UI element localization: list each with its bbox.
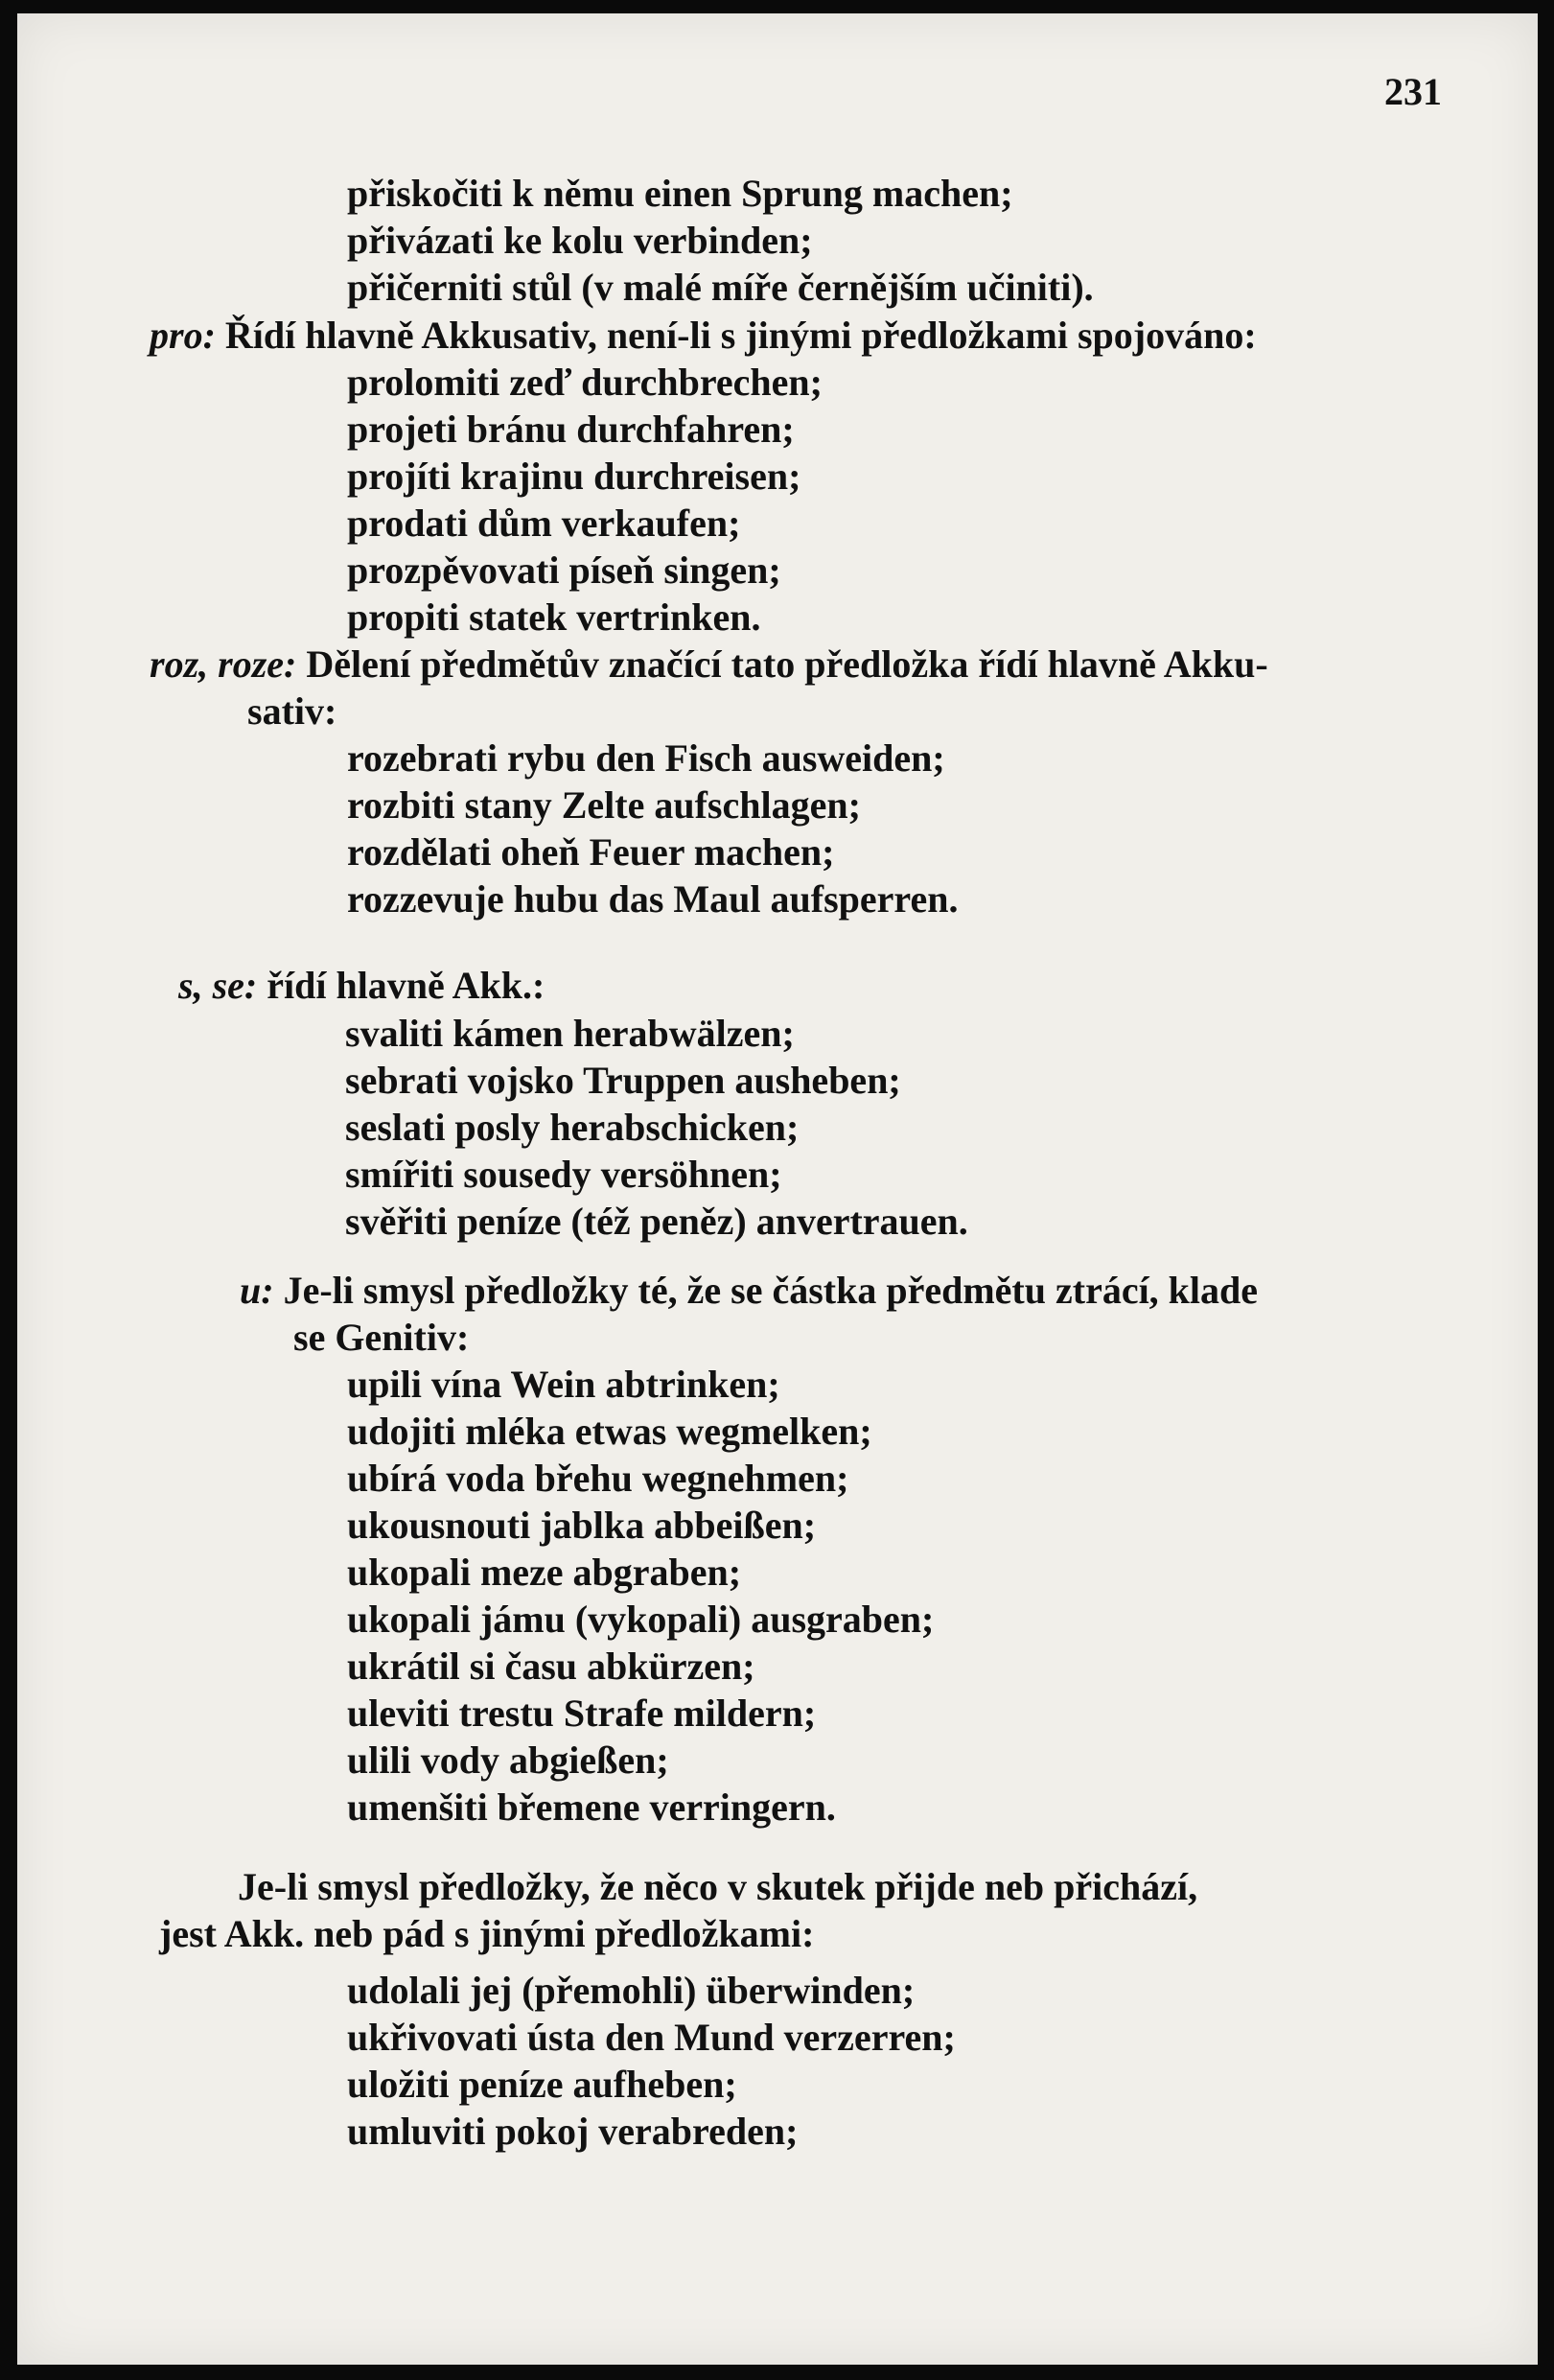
czech-text: přiskočiti k němu [347, 172, 636, 215]
text-line [345, 1011, 795, 1057]
text-line [345, 1199, 968, 1245]
german-gloss: abgraben; [572, 1551, 742, 1594]
czech-text: uleviti trestu [347, 1692, 554, 1735]
prefix-label: roz, roze: [150, 642, 297, 686]
german-gloss: herabwälzen; [572, 1012, 795, 1055]
german-gloss: Strafe mildern; [563, 1692, 817, 1735]
text-line [247, 688, 336, 735]
prefix-label: pro: [150, 314, 216, 357]
czech-text: řídí hlavně Akk.: [267, 964, 545, 1007]
czech-text: prolomiti zeď [347, 361, 572, 404]
text-line [347, 1644, 755, 1690]
czech-text: ukřivovati ústa [347, 2016, 595, 2059]
czech-text: sebrati vojsko [345, 1059, 574, 1102]
german-gloss: versöhnen; [600, 1153, 782, 1196]
czech-text: umenšiti břemene [347, 1785, 640, 1829]
text-line [347, 218, 813, 264]
czech-text: přivázati ke kolu [347, 219, 624, 262]
czech-text: Dělení předmětův značící tato předložka řídí hlavně Akku- [306, 642, 1268, 686]
czech-text: rozzevuje hubu [347, 877, 599, 921]
german-gloss: verbinden; [633, 219, 813, 262]
czech-text: projeti bránu [347, 408, 568, 451]
czech-text: prodati dům [347, 502, 552, 545]
prefix-label: s, se: [178, 964, 258, 1007]
german-gloss: verringern. [649, 1785, 836, 1829]
text-line [347, 171, 1013, 217]
czech-text: seslati posly [345, 1106, 541, 1149]
text-line [347, 360, 823, 406]
page-number: 231 [1384, 70, 1442, 113]
german-gloss: anvertrauen. [755, 1200, 968, 1243]
german-gloss: verkaufen; [561, 502, 741, 545]
czech-text: udolali jej (přemohli) [347, 1969, 697, 2012]
text-line [347, 1691, 816, 1737]
german-gloss: Truppen ausheben; [583, 1059, 901, 1102]
german-gloss: abkürzen; [587, 1645, 755, 1688]
german-gloss: singen; [663, 548, 781, 592]
text-line [240, 1268, 1258, 1314]
czech-text: umluviti pokoj [347, 2110, 590, 2153]
german-gloss: durchfahren; [576, 408, 795, 451]
text-line [347, 2109, 798, 2155]
text-line [347, 1456, 848, 1502]
book-page [17, 13, 1538, 2365]
czech-text: sativ: [247, 689, 337, 733]
czech-text: uložiti peníze [347, 2063, 564, 2106]
german-gloss: durchbrechen; [581, 361, 823, 404]
german-gloss: den Mund verzerren; [604, 2016, 956, 2059]
czech-text: prozpěvovati píseň [347, 548, 655, 592]
text-line [345, 1152, 782, 1198]
german-gloss: verabreden; [598, 2110, 799, 2153]
german-gloss: Zelte aufschlagen; [561, 783, 861, 827]
text-line [347, 595, 760, 641]
text-line [345, 1105, 799, 1151]
german-gloss: vertrinken. [576, 595, 761, 639]
german-gloss: aufheben; [572, 2063, 737, 2106]
text-line [347, 407, 795, 453]
german-gloss: Feuer machen; [589, 830, 835, 874]
text-line [347, 501, 740, 547]
text-line [347, 1785, 836, 1831]
text-line [347, 548, 781, 594]
text-line [150, 313, 1257, 359]
text-line [178, 963, 545, 1009]
czech-text: ukrátil si času [347, 1645, 578, 1688]
czech-text: Je-li smysl předložky té, že se částka předmětu ztrácí, klade [283, 1269, 1259, 1312]
german-gloss: abbeißen; [654, 1504, 817, 1547]
czech-text: rozebrati rybu [347, 736, 587, 780]
czech-text: ulili vody [347, 1738, 499, 1782]
czech-text: ukopali jámu (vykopali) [347, 1598, 742, 1641]
text-line [347, 1409, 872, 1455]
german-gloss: herabschicken; [549, 1106, 800, 1149]
german-gloss: das Maul aufsperren. [608, 877, 959, 921]
czech-text: přičerniti stůl (v malé míře černějším učiniti). [347, 266, 1094, 309]
text-line [347, 2015, 956, 2061]
text-line [347, 265, 1094, 311]
czech-text: Řídí hlavně Akkusativ, není-li s jinými předložkami spojováno: [224, 314, 1257, 357]
czech-text: ubírá voda břehu [347, 1457, 633, 1500]
czech-text: smířiti sousedy [345, 1153, 591, 1196]
czech-text: jest Akk. neb pád s jinými předložkami: [159, 1912, 815, 1955]
text-line [347, 2062, 737, 2108]
czech-text: ukousnouti jablka [347, 1504, 645, 1547]
text-line [347, 876, 958, 922]
text-line [347, 1968, 915, 2014]
german-gloss: durchreisen; [593, 455, 801, 498]
german-gloss: Wein abtrinken; [510, 1363, 780, 1406]
text-line [345, 1058, 901, 1104]
german-gloss: wegnehmen; [641, 1457, 849, 1500]
german-gloss: ausgraben; [751, 1598, 935, 1641]
text-line [347, 829, 834, 875]
text-line [347, 1362, 780, 1408]
text-line [150, 642, 1268, 688]
text-line [159, 1911, 814, 1957]
text-line [347, 1738, 669, 1784]
czech-text: upili vína [347, 1363, 502, 1406]
czech-text: Je-li smysl předložky, že něco v skutek přijde neb přichází, [238, 1865, 1198, 1908]
czech-text: svaliti kámen [345, 1012, 564, 1055]
czech-text: projíti krajinu [347, 455, 585, 498]
czech-text: svěřiti peníze (též peněz) [345, 1200, 747, 1243]
czech-text: se Genitiv: [293, 1316, 470, 1359]
czech-text: ukopali meze [347, 1551, 564, 1594]
czech-text: udojiti mléka [347, 1410, 566, 1453]
czech-text: rozbiti stany [347, 783, 552, 827]
text-line [347, 735, 945, 782]
german-gloss: überwinden; [706, 1969, 916, 2012]
text-line [347, 454, 800, 500]
text-line [238, 1864, 1197, 1910]
german-gloss: einen Sprung machen; [644, 172, 1013, 215]
text-line [347, 1597, 934, 1643]
text-line [347, 1550, 741, 1596]
german-gloss: den Fisch ausweiden; [595, 736, 945, 780]
german-gloss: etwas wegmelken; [574, 1410, 872, 1453]
german-gloss: abgießen; [508, 1738, 669, 1782]
czech-text: propiti statek [347, 595, 568, 639]
text-line [347, 782, 861, 828]
text-line [293, 1315, 469, 1361]
czech-text: rozdělati oheň [347, 830, 580, 874]
text-line [347, 1503, 816, 1549]
prefix-label: u: [240, 1269, 274, 1312]
